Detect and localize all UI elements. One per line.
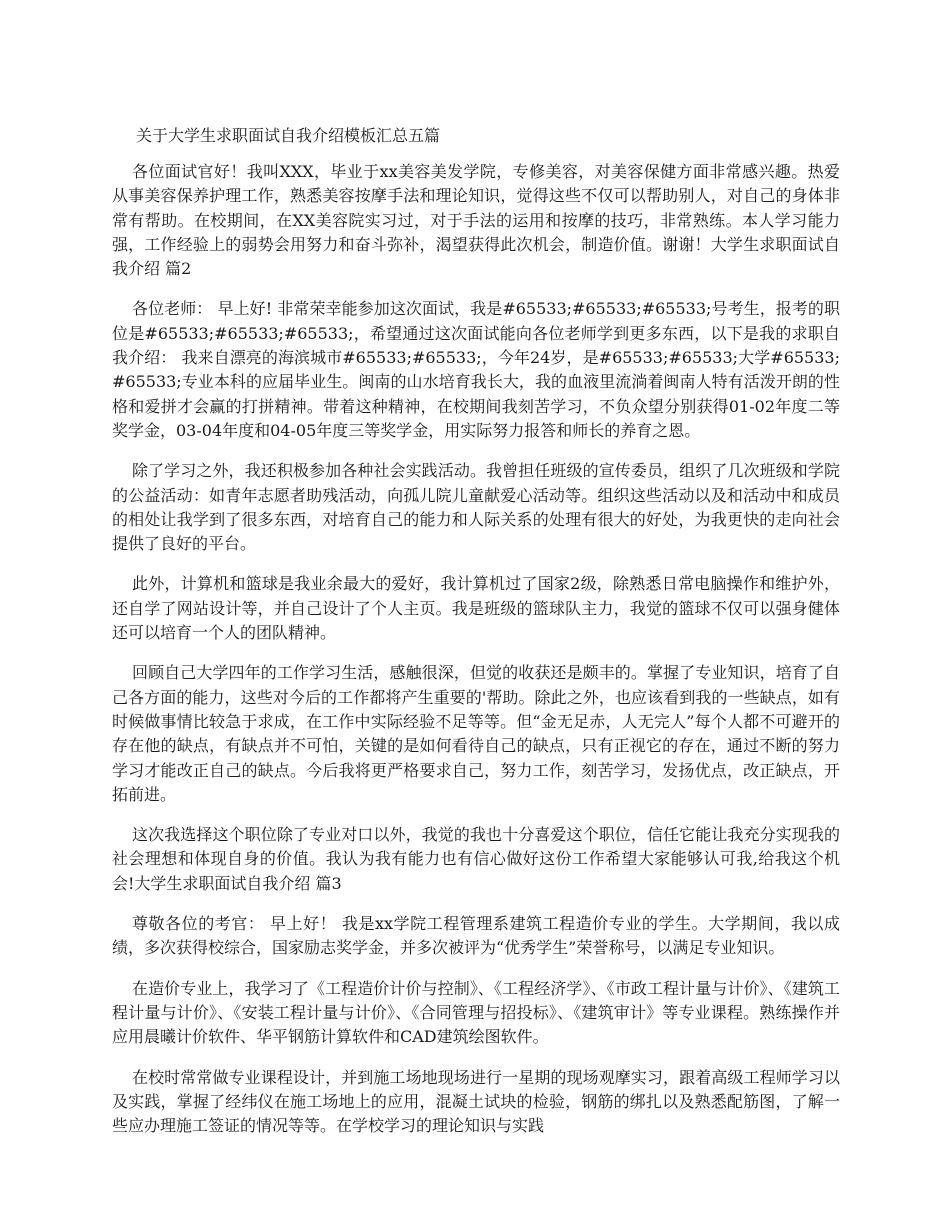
document-body xyxy=(112,160,840,1154)
paragraph-6: 这次我选择这个职位除了专业对口以外，我觉的我也十分喜爱这个职位，信任它能让我充分实现我的社会理想和体现自身的价值。我认为我有能力也有信心做好这份工作希望大家能够认可我,给我这个机会!大学生求职面试自我介绍 篇3 xyxy=(112,825,840,893)
paragraph-7: 尊敬各位的考官： 早上好！ 我是xx学院工程管理系建筑工程造价专业的学生。大学期间，我以成绩，多次获得校综合，国家励志奖学金，并多次被评为“优秀学生”荣誉称号，以满足专业知识。 xyxy=(112,914,840,958)
paragraph-3: 除了学习之外，我还积极参加各种社会实践活动。我曾担任班级的宣传委员，组织了几次班级和学院的公益活动：如青年志愿者助残活动，向孤儿院儿童献爱心活动等。组织这些活动以及和活动中和成员的相处让我学到了很多东西，对培育自己的能力和人际关系的处理有很大的好处，为我更快的走向社会提供了良好的平台。 xyxy=(112,461,840,554)
paragraph-9: 在校时常常做专业课程设计，并到施工场地现场进行一星期的现场观摩实习，跟着高级工程师学习以及实践，掌握了经纬仪在施工场地上的应用，混凝土试块的检验，钢筋的绑扎以及熟悉配筋图，了解一些应办理施工签证的情况等等。在学校学习的理论知识与实践 xyxy=(112,1067,840,1136)
paragraph-5: 回顾自己大学四年的工作学习生活，感触很深，但觉的收获还是颇丰的。掌握了专业知识，培育了自己各方面的能力，这些对今后的工作都将产生重要的'帮助。除此之外，也应该看到我的一些缺点，如有时候做事情比较急于求成，在工作中实际经验不足等等。但“金无足赤，人无完人”每个人都不可避开的存在他的缺点，有缺点并不可怕，关键的是如何看待自己的缺点，只有正视它的存在，通过不断的努力学习才能改正自己的缺点。今后我将更严格要求自己，努力工作，刻苦学习，发扬优点，改正缺点，开拓前进。 xyxy=(112,663,840,804)
paragraph-2: 各位老师： 早上好! 非常荣幸能参加这次面试，我是#65533;#65533;#65533;号考生，报考的职位是#65533;#65533;#65533;，希望通过这次面试能向各位老师学到更多东西，以下是我的求职自我介绍： 我来自漂亮的海滨城市#65533;#65533;，今年24岁，是#65533;#65533;大学#65533;#65533;专业本科的应届毕业生。闽南的山水培育我长大，我的血液里流淌着闽南人特有活泼开朗的性格和爱拼才会赢的打拼精神。带着这种精神，在校期间我刻苦学习，不负众望分别获得01-02年度二等奖学金，03-04年度和04-05年度三等奖学金，用实际努力报答和师长的养育之恩。 xyxy=(112,299,840,440)
paragraph-4: 此外，计算机和篮球是我业余最大的爱好，我计算机过了国家2级，除熟悉日常电脑操作和维护外，还自学了网站设计等，并自己设计了个人主页。我是班级的篮球队主力，我觉的篮球不仅可以强身健体还可以培育一个人的团队精神。 xyxy=(112,574,840,643)
paragraph-1: 各位面试官好！我叫XXX，毕业于xx美容美发学院，专修美容，对美容保健方面非常感兴趣。热爱从事美容保养护理工作，熟悉美容按摩手法和理论知识，觉得这些不仅可以帮助别人，对自己的身体非常有帮助。在校期间，在XX美容院实习过，对于手法的运用和按摩的技巧，非常熟练。本人学习能力强，工作经验上的弱势会用努力和奋斗弥补，渴望获得此次机会，制造价值。谢谢！大学生求职面试自我介绍 篇2 xyxy=(112,162,840,279)
document-title: 关于大学生求职面试自我介绍模板汇总五篇 xyxy=(136,126,441,145)
paragraph-8: 在造价专业上，我学习了《工程造价计价与控制》、《工程经济学》、《市政工程计量与计价》、《建筑工程计量与计价》、《安装工程计量与计价》、《合同管理与招投标》、《建筑审计》等专业课程。熟练操作并应用晨曦计价软件、华平钢筋计算软件和CAD建筑绘图软件。 xyxy=(112,978,840,1047)
